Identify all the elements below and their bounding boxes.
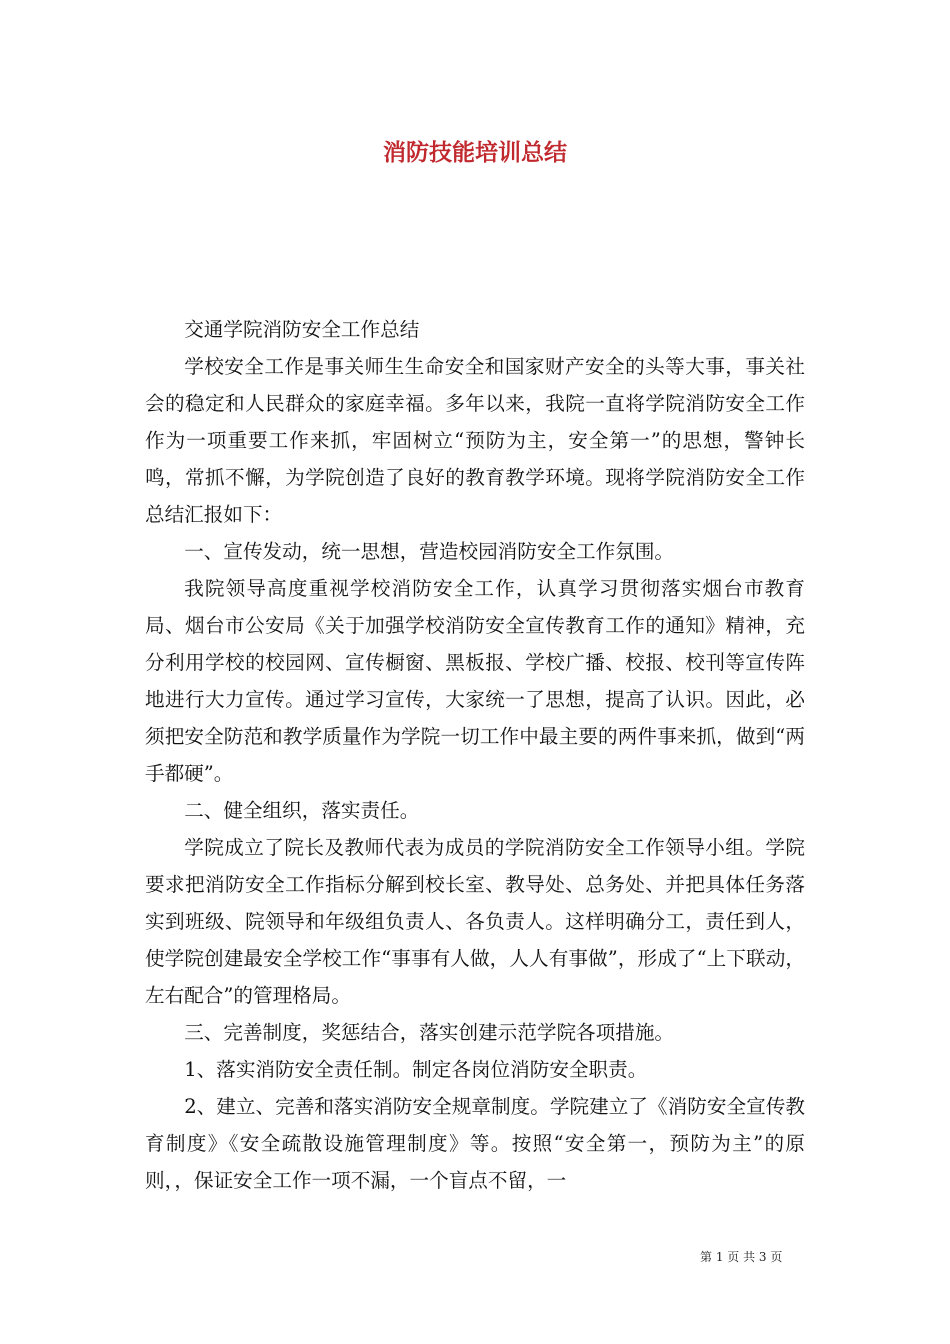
paragraph-section-1: 我院领导高度重视学校消防安全工作，认真学习贯彻落实烟台市教育局、烟台市公安局《关于加强学校消防安全宣传教育工作的通知》精神，充分利用学校的校园网、宣传橱窗、黑板报、学校广播、校报、校刊等宣传阵地进行大力宣传。通过学习宣传，大家统一了思想，提高了认识。因此，必须把安全防范和教学质量作为学院一切工作中最主要的两件事来抓，做到“两手都硬”。 bbox=[145, 577, 805, 785]
document-title: 消防技能培训总结 bbox=[383, 139, 567, 166]
section-heading-3: 三、完善制度，奖惩结合，落实创建示范学院各项措施。 bbox=[184, 1021, 675, 1044]
paragraph-intro: 学校安全工作是事关师生生命安全和国家财产安全的头等大事，事关社会的稳定和人民群众的家庭幸福。多年以来，我院一直将学院消防安全工作作为一项重要工作来抓，牢固树立“预防为主，安全第一”的思想，警钟长鸣，常抓不懈，为学院创造了良好的教育教学环境。现将学院消防安全工作总结汇报如下： bbox=[145, 355, 805, 526]
paragraph-heading: 交通学院消防安全工作总结 bbox=[184, 318, 420, 341]
document-body bbox=[145, 311, 805, 1199]
paragraph-section-2: 学院成立了院长及教师代表为成员的学院消防安全工作领导小组。学院要求把消防安全工作指标分解到校长室、教导处、总务处、并把具体任务落实到班级、院领导和年级组负责人、各负责人。这样明确分工，责任到人，使学院创建最安全学校工作“事事有人做，人人有事做”，形成了“上下联动，左右配合”的管理格局。 bbox=[145, 836, 805, 1007]
section-heading-1: 一、宣传发动，统一思想，营造校园消防安全工作氛围。 bbox=[184, 540, 675, 563]
section-heading-2: 二、健全组织，落实责任。 bbox=[184, 799, 420, 822]
list-item-1: 1、落实消防安全责任制。制定各岗位消防安全职责。 bbox=[184, 1058, 648, 1081]
page-number: 第 1 页 共 3 页 bbox=[700, 1250, 783, 1264]
list-item-2: 2、建立、完善和落实消防安全规章制度。学院建立了《消防安全宣传教育制度》《安全疏散设施管理制度》等。按照“安全第一，预防为主”的原则，，保证安全工作一项不漏，一个盲点不留，一 bbox=[145, 1095, 805, 1192]
